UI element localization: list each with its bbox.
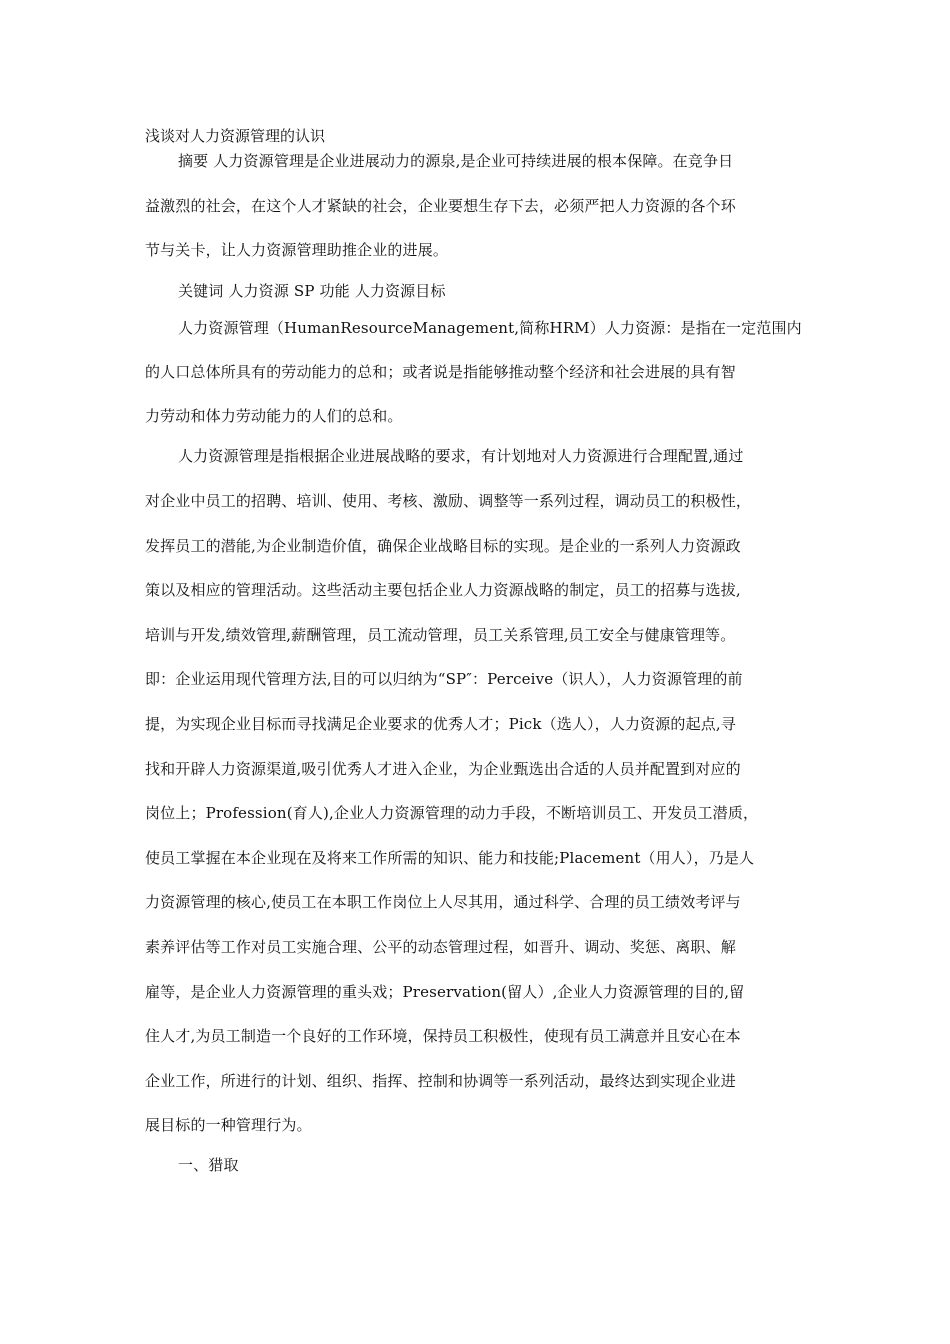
body-line-1: 人力资源管理是指根据企业进展战略的要求，有计划地对人力资源进行合理配置,通过 <box>178 447 744 465</box>
body-line-2: 对企业中员工的招聘、培训、使用、考核、激励、调整等一系列过程，调动员工的积极性， <box>145 492 752 510</box>
abstract-line-1: 摘要 人力资源管理是企业进展动力的源泉,是企业可持续进展的根本保障。在竞争日 <box>178 152 734 170</box>
keywords-line: 关键词 人力资源 SP 功能 人力资源目标 <box>178 282 446 300</box>
body-line-14: 住人才,为员工制造一个良好的工作环境，保持员工积极性，使现有员工满意并且安心在本 <box>145 1027 741 1045</box>
body-line-15: 企业工作，所进行的计划、组织、指挥、控制和协调等一系列活动，最终达到实现企业进 <box>145 1072 736 1090</box>
body-line-12: 素养评估等工作对员工实施合理、公平的动态管理过程，如晋升、调动、奖惩、离职、解 <box>145 938 736 956</box>
document-title: 浅谈对人力资源管理的认识 <box>145 127 326 145</box>
body-line-16: 展目标的一种管理行为。 <box>145 1116 312 1134</box>
body-line-3: 发挥员工的潜能,为企业制造价值，确保企业战略目标的实现。是企业的一系列人力资源政 <box>145 537 741 555</box>
body-line-11: 力资源管理的核心,使员工在本职工作岗位上人尽其用，通过科学、合理的员工绩效考评与 <box>145 893 741 911</box>
body-line-8: 找和开辟人力资源渠道,吸引优秀人才进入企业，为企业甄选出合适的人员并配置到对应的 <box>145 760 741 778</box>
body-line-4: 策以及相应的管理活动。这些活动主要包括企业人力资源战略的制定，员工的招募与选拔, <box>145 581 741 599</box>
definition-line-3: 力劳动和体力劳动能力的人们的总和。 <box>145 407 403 425</box>
body-line-9: 岗位上；Profession(育人),企业人力资源管理的动力手段，不断培训员工、开发员工潜质， <box>145 804 759 822</box>
definition-line-1: 人力资源管理（HumanResourceManagement,简称HRM）人力资源：是指在一定范围内 <box>178 319 802 337</box>
section-heading: 一、猎取 <box>178 1156 239 1174</box>
body-line-7: 提，为实现企业目标而寻找满足企业要求的优秀人才；Pick（选人），人力资源的起点,寻 <box>145 715 736 733</box>
body-line-6: 即：企业运用现代管理方法,目的可以归纳为“SP″：Perceive（识人），人力资源管理的前 <box>145 670 743 688</box>
abstract-line-2: 益激烈的社会，在这个人才紧缺的社会，企业要想生存下去，必须严把人力资源的各个环 <box>145 197 736 215</box>
abstract-line-3: 节与关卡，让人力资源管理助推企业的进展。 <box>145 241 449 259</box>
definition-line-2: 的人口总体所具有的劳动能力的总和；或者说是指能够推动整个经济和社会进展的具有智 <box>145 363 736 381</box>
body-line-5: 培训与开发,绩效管理,薪酬管理，员工流动管理，员工关系管理,员工安全与健康管理等。 <box>145 626 736 644</box>
body-line-13: 雇等，是企业人力资源管理的重头戏；Preservation(留人）,企业人力资源管理的目的,留 <box>145 983 745 1001</box>
body-line-10: 使员工掌握在本企业现在及将来工作所需的知识、能力和技能;Placement（用人），乃是人 <box>145 849 755 867</box>
